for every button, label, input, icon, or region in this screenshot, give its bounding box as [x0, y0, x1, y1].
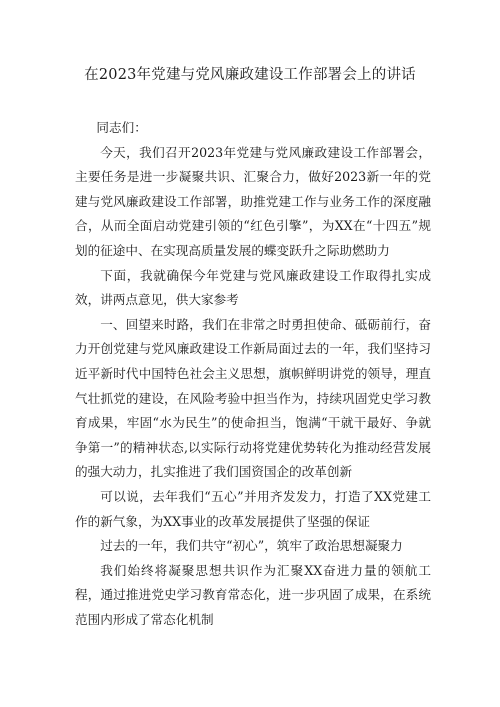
document-body: [75, 116, 431, 632]
paragraph-initial-heart: 过去的一年，我们共守“初心”，筑牢了政治思想凝聚力: [100, 538, 403, 554]
paragraph-opening: 今天，我们召开2023年党建与党风廉政建设工作部署会，主要任务是进一步凝聚共识、汇聚合力，做好2023新一年的党建与党风廉政建设工作部署，助推党建工作与业务工作的深度融合，从而全面启动党建引领的“红色引擎”，为XX在“十四五”规划的征途中、在实现高质量发展的蝶变跃升之际助燃助力: [75, 144, 431, 258]
paragraph-section-one: 一、回望来时路，我们在非常之时勇担使命、砥砺前行，奋力开创党建与党风廉政建设工作新局面过去的一年，我们坚持习近平新时代中国特色社会主义思想，旗帜鲜明讲党的领导，理直气壮抓党的建设，在风险考验中担当作为，持续巩固党史学习教育成果，牢固“水为民生”的使命担当，饱满“干就干最好、争就争第一”的精神状态,以实际行动将党建优势转化为推动经营发展的强大动力，扎实推进了我们国资国企的改革创新: [75, 316, 431, 480]
salutation: 同志们：: [96, 120, 147, 135]
paragraph-ideology: 我们始终将凝聚思想共识作为汇聚XX奋进力量的领航工程，通过推进党史学习教育常态化，进一步巩固了成果，在系统范围内形成了常态化机制: [75, 562, 431, 627]
document-title: 在2023年党建与党风廉政建设工作部署会上的讲话: [84, 67, 416, 83]
paragraph-intro: 下面，我就确保今年党建与党风廉政建设工作取得扎实成效，讲两点意见，供大家参考: [75, 267, 431, 308]
paragraph-summary: 可以说，去年我们“五心”并用齐发发力，打造了XX党建工作的新气象，为XX事业的改革发展提供了坚强的保证: [75, 488, 431, 529]
